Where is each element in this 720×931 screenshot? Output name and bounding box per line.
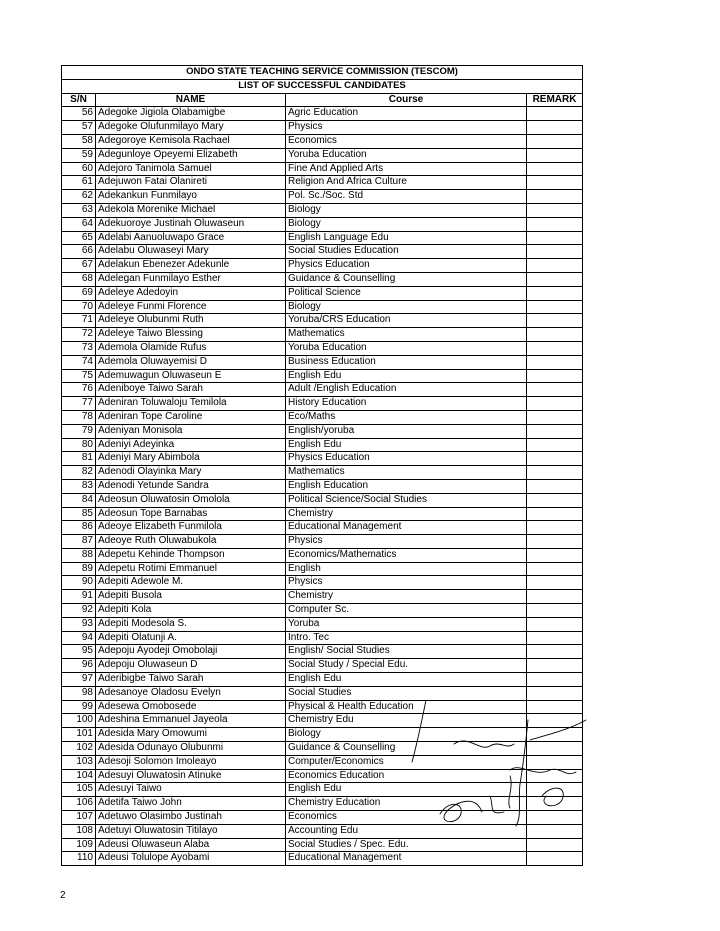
table-row [62, 493, 583, 507]
row-course: Biology [286, 300, 527, 314]
row-name: Adeusi Tolulope Ayobami [96, 852, 286, 866]
row-remark [527, 659, 583, 673]
row-course: Social Studies [286, 686, 527, 700]
row-course: Fine And Applied Arts [286, 162, 527, 176]
row-remark [527, 493, 583, 507]
row-remark [527, 548, 583, 562]
row-course: Religion And Africa Culture [286, 176, 527, 190]
row-course: Social Studies / Spec. Edu. [286, 838, 527, 852]
row-sn: 96 [62, 659, 96, 673]
table-row [62, 148, 583, 162]
row-name: Adenodi Yetunde Sandra [96, 479, 286, 493]
row-remark [527, 162, 583, 176]
list-title: LIST OF SUCCESSFUL CANDIDATES [62, 79, 583, 93]
row-sn: 56 [62, 107, 96, 121]
row-sn: 70 [62, 300, 96, 314]
row-name: Adeniyi Mary Abimbola [96, 452, 286, 466]
row-sn: 68 [62, 272, 96, 286]
row-name: Adeoye Ruth Oluwabukola [96, 535, 286, 549]
row-course: English Edu [286, 438, 527, 452]
row-sn: 77 [62, 397, 96, 411]
table-row [62, 590, 583, 604]
row-name: Adesida Odunayo Olubunmi [96, 742, 286, 756]
table-row [62, 535, 583, 549]
table-row [62, 203, 583, 217]
row-course: Economics/Mathematics [286, 548, 527, 562]
row-name: Adepiti Kola [96, 604, 286, 618]
row-sn: 69 [62, 286, 96, 300]
table-row [62, 259, 583, 273]
row-sn: 91 [62, 590, 96, 604]
row-course: Educational Management [286, 521, 527, 535]
row-remark [527, 300, 583, 314]
row-remark [527, 466, 583, 480]
row-remark [527, 410, 583, 424]
row-course: English/yoruba [286, 424, 527, 438]
table-row [62, 369, 583, 383]
row-sn: 92 [62, 604, 96, 618]
handwritten-signature-icon [410, 700, 590, 830]
row-course: English/ Social Studies [286, 645, 527, 659]
table-row [62, 190, 583, 204]
row-sn: 58 [62, 134, 96, 148]
table-row [62, 217, 583, 231]
row-course: Economics [286, 134, 527, 148]
row-name: Adepiti Modesola S. [96, 617, 286, 631]
table-row [62, 576, 583, 590]
row-course: Physics Education [286, 259, 527, 273]
row-sn: 73 [62, 341, 96, 355]
org-title-row [62, 66, 583, 80]
table-row [62, 438, 583, 452]
table-row [62, 686, 583, 700]
row-name: Adeoye Elizabeth Funmilola [96, 521, 286, 535]
row-name: Adekankun Funmilayo [96, 190, 286, 204]
row-name: Adeleye Olubunmi Ruth [96, 314, 286, 328]
table-row [62, 410, 583, 424]
table-row [62, 272, 583, 286]
row-sn: 83 [62, 479, 96, 493]
row-remark [527, 383, 583, 397]
row-sn: 110 [62, 852, 96, 866]
row-remark [527, 686, 583, 700]
row-remark [527, 673, 583, 687]
row-course: Chemistry [286, 590, 527, 604]
row-course: Yoruba/CRS Education [286, 314, 527, 328]
row-name: Adejoro Tanimola Samuel [96, 162, 286, 176]
row-course: Educational Management [286, 852, 527, 866]
row-course: Guidance & Counselling [286, 742, 527, 756]
row-remark [527, 148, 583, 162]
table-row [62, 852, 583, 866]
row-course: Political Science/Social Studies [286, 493, 527, 507]
column-header-course: Course [286, 93, 527, 107]
row-sn: 75 [62, 369, 96, 383]
row-sn: 85 [62, 507, 96, 521]
row-course: Political Science [286, 286, 527, 300]
table-row [62, 673, 583, 687]
row-name: Adelegan Funmilayo Esther [96, 272, 286, 286]
row-remark [527, 397, 583, 411]
row-sn: 57 [62, 121, 96, 135]
row-sn: 102 [62, 742, 96, 756]
row-course: Physics [286, 121, 527, 135]
row-sn: 65 [62, 231, 96, 245]
row-name: Adetifa Taiwo John [96, 797, 286, 811]
row-remark [527, 604, 583, 618]
row-course: Guidance & Counselling [286, 272, 527, 286]
table-row [62, 300, 583, 314]
row-sn: 86 [62, 521, 96, 535]
table-row [62, 121, 583, 135]
row-sn: 94 [62, 631, 96, 645]
row-sn: 59 [62, 148, 96, 162]
row-name: Adepetu Kehinde Thompson [96, 548, 286, 562]
row-course: Adult /English Education [286, 383, 527, 397]
row-name: Adeleye Funmi Florence [96, 300, 286, 314]
row-name: Adeniran Toluwaloju Temilola [96, 397, 286, 411]
row-remark [527, 521, 583, 535]
row-remark [527, 631, 583, 645]
row-course: Computer/Economics [286, 755, 527, 769]
table-row [62, 838, 583, 852]
row-sn: 81 [62, 452, 96, 466]
row-remark [527, 134, 583, 148]
row-remark [527, 245, 583, 259]
row-name: Adeleye Taiwo Blessing [96, 328, 286, 342]
row-name: Adesuyi Taiwo [96, 783, 286, 797]
table-row [62, 162, 583, 176]
row-name: Adeniyi Adeyinka [96, 438, 286, 452]
row-course: Yoruba Education [286, 148, 527, 162]
row-remark [527, 259, 583, 273]
row-name: Adetuyi Oluwatosin Titilayo [96, 824, 286, 838]
row-course: English [286, 562, 527, 576]
page-number: 2 [60, 890, 66, 901]
row-course: Physics Education [286, 452, 527, 466]
row-course: Computer Sc. [286, 604, 527, 618]
row-name: Adeniran Tope Caroline [96, 410, 286, 424]
row-name: Adelabu Oluwaseyi Mary [96, 245, 286, 259]
row-sn: 87 [62, 535, 96, 549]
row-name: Adesuyi Oluwatosin Atinuke [96, 769, 286, 783]
row-name: Adepoju Oluwaseun D [96, 659, 286, 673]
row-course: Social Study / Special Edu. [286, 659, 527, 673]
row-sn: 64 [62, 217, 96, 231]
table-row [62, 286, 583, 300]
row-remark [527, 852, 583, 866]
row-course: Physics [286, 535, 527, 549]
table-row [62, 245, 583, 259]
row-course: Biology [286, 217, 527, 231]
table-row [62, 231, 583, 245]
row-name: Adeshina Emmanuel Jayeola [96, 714, 286, 728]
row-remark [527, 369, 583, 383]
row-name: Adeosun Tope Barnabas [96, 507, 286, 521]
row-remark [527, 645, 583, 659]
row-name: Adesewa Omobosede [96, 700, 286, 714]
row-sn: 106 [62, 797, 96, 811]
table-row [62, 107, 583, 121]
row-remark [527, 617, 583, 631]
row-remark [527, 176, 583, 190]
row-name: Adekola Morenike Michael [96, 203, 286, 217]
row-sn: 67 [62, 259, 96, 273]
row-name: Adeniboye Taiwo Sarah [96, 383, 286, 397]
row-remark [527, 121, 583, 135]
row-sn: 88 [62, 548, 96, 562]
row-sn: 60 [62, 162, 96, 176]
row-name: Adegoke Jigiola Olabamigbe [96, 107, 286, 121]
row-sn: 104 [62, 769, 96, 783]
row-course: Mathematics [286, 466, 527, 480]
row-course: English Edu [286, 673, 527, 687]
row-sn: 63 [62, 203, 96, 217]
row-name: Adepiti Adewole M. [96, 576, 286, 590]
column-header-sn: S/N [62, 93, 96, 107]
table-row [62, 507, 583, 521]
row-course: English Edu [286, 783, 527, 797]
row-remark [527, 203, 583, 217]
table-row [62, 134, 583, 148]
row-course: Yoruba Education [286, 341, 527, 355]
row-course: Social Studies Education [286, 245, 527, 259]
row-course: Eco/Maths [286, 410, 527, 424]
row-name: Adeosun Oluwatosin Omolola [96, 493, 286, 507]
row-name: Ademuwagun Oluwaseun E [96, 369, 286, 383]
row-remark [527, 107, 583, 121]
row-remark [527, 590, 583, 604]
row-name: Adetuwo Olasimbo Justinah [96, 811, 286, 825]
row-sn: 84 [62, 493, 96, 507]
row-sn: 72 [62, 328, 96, 342]
row-sn: 79 [62, 424, 96, 438]
row-remark [527, 479, 583, 493]
row-remark [527, 231, 583, 245]
table-row [62, 355, 583, 369]
row-sn: 109 [62, 838, 96, 852]
row-course: Chemistry Edu [286, 714, 527, 728]
row-sn: 105 [62, 783, 96, 797]
row-course: Physics [286, 576, 527, 590]
table-row [62, 548, 583, 562]
table-row [62, 631, 583, 645]
table-row [62, 424, 583, 438]
row-sn: 62 [62, 190, 96, 204]
row-remark [527, 576, 583, 590]
row-sn: 98 [62, 686, 96, 700]
table-row [62, 341, 583, 355]
row-name: Adelabi Aanuoluwapo Grace [96, 231, 286, 245]
column-header-name: NAME [96, 93, 286, 107]
row-sn: 95 [62, 645, 96, 659]
row-course: Pol. Sc./Soc. Std [286, 190, 527, 204]
row-course: Chemistry Education [286, 797, 527, 811]
row-name: Adepoju Ayodeji Omobolaji [96, 645, 286, 659]
row-sn: 71 [62, 314, 96, 328]
row-name: Adelakun Ebenezer Adekunle [96, 259, 286, 273]
table-row [62, 383, 583, 397]
row-course: Biology [286, 203, 527, 217]
table-row [62, 314, 583, 328]
row-course: Physical & Health Education [286, 700, 527, 714]
row-sn: 61 [62, 176, 96, 190]
row-sn: 78 [62, 410, 96, 424]
row-sn: 93 [62, 617, 96, 631]
row-course: Agric Education [286, 107, 527, 121]
row-name: Adegunloye Opeyemi Elizabeth [96, 148, 286, 162]
column-header-remark: REMARK [527, 93, 583, 107]
row-name: Adeniyan Monisola [96, 424, 286, 438]
row-sn: 97 [62, 673, 96, 687]
row-course: History Education [286, 397, 527, 411]
row-name: Adesoji Solomon Imoleayo [96, 755, 286, 769]
table-row [62, 479, 583, 493]
row-remark [527, 535, 583, 549]
row-name: Adepetu Rotimi Emmanuel [96, 562, 286, 576]
row-remark [527, 328, 583, 342]
org-title: ONDO STATE TEACHING SERVICE COMMISSION (TESCOM) [62, 66, 583, 80]
row-remark [527, 562, 583, 576]
row-sn: 108 [62, 824, 96, 838]
row-sn: 82 [62, 466, 96, 480]
row-sn: 74 [62, 355, 96, 369]
row-remark [527, 314, 583, 328]
list-title-row [62, 79, 583, 93]
row-sn: 107 [62, 811, 96, 825]
table-row [62, 604, 583, 618]
row-sn: 80 [62, 438, 96, 452]
row-name: Adeusi Oluwaseun Alaba [96, 838, 286, 852]
row-remark [527, 217, 583, 231]
row-sn: 90 [62, 576, 96, 590]
row-remark [527, 452, 583, 466]
row-remark [527, 341, 583, 355]
row-name: Adesida Mary Omowumi [96, 728, 286, 742]
row-remark [527, 286, 583, 300]
row-remark [527, 438, 583, 452]
row-course: Mathematics [286, 328, 527, 342]
row-sn: 100 [62, 714, 96, 728]
table-row [62, 562, 583, 576]
row-name: Ademola Oluwayemisi D [96, 355, 286, 369]
row-course: Chemistry [286, 507, 527, 521]
table-row [62, 176, 583, 190]
row-course: Accounting Edu [286, 824, 527, 838]
row-name: Adegoroye Kemisola Rachael [96, 134, 286, 148]
table-row [62, 645, 583, 659]
row-remark [527, 424, 583, 438]
table-row [62, 397, 583, 411]
row-course: Economics [286, 811, 527, 825]
row-course: English Language Edu [286, 231, 527, 245]
row-sn: 66 [62, 245, 96, 259]
table-row [62, 328, 583, 342]
table-row [62, 452, 583, 466]
row-course: Biology [286, 728, 527, 742]
row-name: Adenodi Olayinka Mary [96, 466, 286, 480]
table-row [62, 466, 583, 480]
row-name: Adesanoye Oladosu Evelyn [96, 686, 286, 700]
row-sn: 103 [62, 755, 96, 769]
row-remark [527, 355, 583, 369]
column-header-row [62, 93, 583, 107]
row-sn: 76 [62, 383, 96, 397]
row-name: Adekuoroye Justinah Oluwaseun [96, 217, 286, 231]
table-row [62, 659, 583, 673]
row-name: Adepiti Busola [96, 590, 286, 604]
row-remark [527, 507, 583, 521]
row-sn: 101 [62, 728, 96, 742]
row-remark [527, 190, 583, 204]
row-name: Ademola Olamide Rufus [96, 341, 286, 355]
table-row [62, 617, 583, 631]
row-sn: 99 [62, 700, 96, 714]
row-course: Business Education [286, 355, 527, 369]
row-course: English Education [286, 479, 527, 493]
row-remark [527, 272, 583, 286]
table-row [62, 521, 583, 535]
row-name: Aderibigbe Taiwo Sarah [96, 673, 286, 687]
row-course: English Edu [286, 369, 527, 383]
row-name: Adegoke Olufunmilayo Mary [96, 121, 286, 135]
row-name: Adepiti Olatunji A. [96, 631, 286, 645]
row-name: Adeleye Adedoyin [96, 286, 286, 300]
row-sn: 89 [62, 562, 96, 576]
row-course: Yoruba [286, 617, 527, 631]
row-course: Economics Education [286, 769, 527, 783]
row-name: Adejuwon Fatai Olanireti [96, 176, 286, 190]
row-course: Intro. Tec [286, 631, 527, 645]
row-remark [527, 838, 583, 852]
